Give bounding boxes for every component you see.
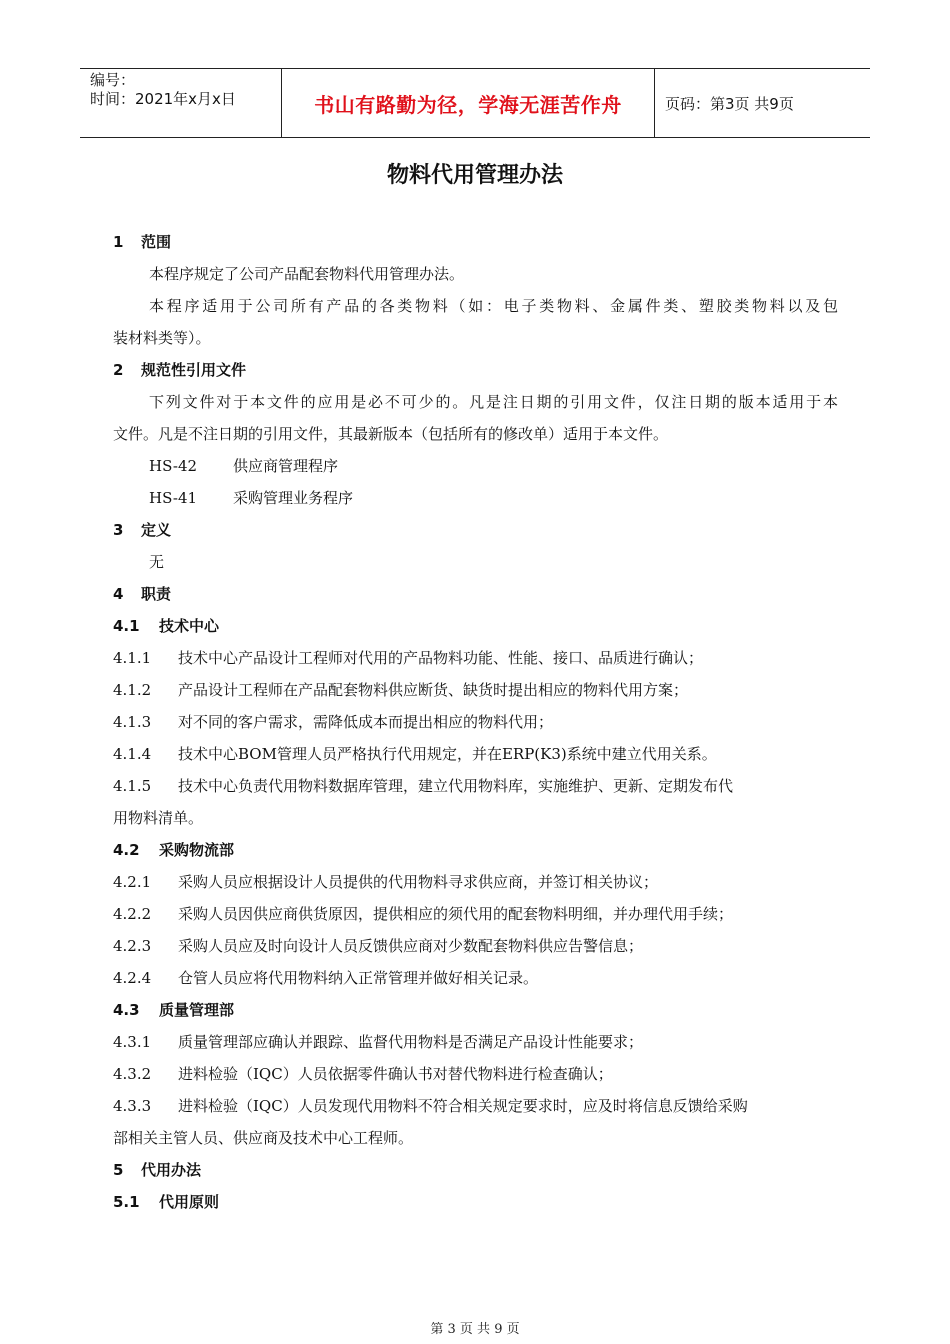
item-text: 进料检验（IQC）人员发现代用物料不符合相关规定要求时，应及时将信息反馈给采购 (178, 1097, 748, 1115)
section-title: 规范性引用文件 (141, 361, 247, 379)
item-text: 对不同的客户需求，需降低成本而提出相应的物料代用； (178, 713, 554, 731)
subsection-number: 4.2 (113, 841, 140, 859)
item-number: 4.1.5 (113, 777, 152, 795)
header-page-info: 页码：第3页 共9页 (665, 94, 794, 113)
header-motto: 书山有路勤为径，学海无涯苦作舟 (281, 69, 655, 137)
list-item (113, 642, 838, 674)
document-body (113, 226, 838, 1218)
subsection-heading (113, 610, 838, 642)
section-number: 5 (113, 1161, 124, 1179)
reference-code: HS-42 (149, 457, 198, 475)
item-text: 采购人员因供应商供货原因，提供相应的须代用的配套物料明细，并办理代用手续； (178, 905, 734, 923)
item-text: 仓管人员应将代用物料纳入正常管理并做好相关记录。 (178, 969, 539, 987)
item-number: 4.2.4 (113, 969, 152, 987)
item-number: 4.2.1 (113, 873, 152, 891)
item-text: 采购人员应根据设计人员提供的代用物料寻求供应商，并签订相关协议； (178, 873, 659, 891)
page-footer: 第 3 页 共 9 页 (430, 1322, 520, 1337)
list-item (113, 706, 838, 738)
paragraph: 本程序规定了公司产品配套物料代用管理办法。 (149, 265, 465, 283)
section-heading (113, 226, 838, 258)
subsection-number: 4.1 (113, 617, 140, 635)
subsection-title: 技术中心 (159, 617, 220, 635)
section-title: 职责 (141, 585, 172, 603)
section-title: 代用办法 (141, 1161, 202, 1179)
reference-item (113, 482, 838, 514)
paragraph: 下列文件对于本文件的应用是必不可少的。凡是注日期的引用文件，仅注日期的版本适用于本 (149, 393, 838, 411)
item-number: 4.1.2 (113, 681, 152, 699)
paragraph-continuation: 装材料类等）。 (113, 329, 211, 347)
section-heading (113, 578, 838, 610)
list-item (113, 1026, 838, 1058)
reference-code: HS-41 (149, 489, 198, 507)
item-text: 质量管理部应确认并跟踪、监督代用物料是否满足产品设计性能要求； (178, 1033, 644, 1051)
section-number: 2 (113, 361, 124, 379)
subsection-heading (113, 834, 838, 866)
item-number: 4.1.3 (113, 713, 152, 731)
subsection-title: 采购物流部 (159, 841, 235, 859)
header-meta (80, 69, 281, 137)
section-title: 定义 (141, 521, 172, 539)
item-number: 4.3.3 (113, 1097, 152, 1115)
list-item (113, 1058, 838, 1090)
item-text: 技术中心负责代用物料数据库管理，建立代用物料库，实施维护、更新、定期发布代 (178, 777, 734, 795)
section-heading (113, 1154, 838, 1186)
item-number: 4.1.1 (113, 649, 152, 667)
section-number: 1 (113, 233, 124, 251)
item-number: 4.2.3 (113, 937, 152, 955)
subsection-number: 4.3 (113, 1001, 140, 1019)
list-item (113, 738, 838, 770)
subsection-title: 代用原则 (159, 1193, 220, 1211)
list-item (113, 930, 838, 962)
subsection-heading (113, 994, 838, 1026)
doc-time-label: 时间：2021年x月x日 (90, 90, 236, 108)
item-number: 4.3.2 (113, 1065, 152, 1083)
subsection-heading (113, 1186, 838, 1218)
subsection-number: 5.1 (113, 1193, 140, 1211)
list-item (113, 866, 838, 898)
section-title: 范围 (141, 233, 172, 251)
reference-name: 供应商管理程序 (233, 457, 339, 475)
list-item (113, 770, 838, 802)
list-item (113, 962, 838, 994)
section-number: 3 (113, 521, 124, 539)
paragraph: 无 (149, 553, 165, 571)
section-heading (113, 514, 838, 546)
item-number: 4.2.2 (113, 905, 152, 923)
list-item (113, 674, 838, 706)
subsection-title: 质量管理部 (159, 1001, 235, 1019)
reference-name: 采购管理业务程序 (233, 489, 354, 507)
item-text: 产品设计工程师在产品配套物料供应断货、缺货时提出相应的物料代用方案； (178, 681, 689, 699)
doc-number-label: 编号： (90, 71, 136, 89)
document-title: 物料代用管理办法 (386, 163, 563, 188)
list-item (113, 1090, 838, 1122)
list-item-continuation: 用物料清单。 (113, 809, 204, 827)
reference-item (113, 450, 838, 482)
item-text: 技术中心BOM管理人员严格执行代用规定，并在ERP(K3)系统中建立代用关系。 (178, 745, 717, 763)
item-number: 4.1.4 (113, 745, 152, 763)
item-text: 技术中心产品设计工程师对代用的产品物料功能、性能、接口、品质进行确认； (178, 649, 704, 667)
section-heading (113, 354, 838, 386)
paragraph: 本程序适用于公司所有产品的各类物料（如：电子类物料、金属件类、塑胶类物料以及包 (149, 297, 838, 315)
item-number: 4.3.1 (113, 1033, 152, 1051)
list-item-continuation: 部相关主管人员、供应商及技术中心工程师。 (113, 1129, 414, 1147)
item-text: 采购人员应及时向设计人员反馈供应商对少数配套物料供应告警信息； (178, 937, 644, 955)
item-text: 进料检验（IQC）人员依据零件确认书对替代物料进行检查确认； (178, 1065, 613, 1083)
section-number: 4 (113, 585, 124, 603)
list-item (113, 898, 838, 930)
page-header (80, 68, 870, 138)
paragraph-continuation: 文件。凡是不注日期的引用文件，其最新版本（包括所有的修改单）适用于本文件。 (113, 425, 669, 443)
